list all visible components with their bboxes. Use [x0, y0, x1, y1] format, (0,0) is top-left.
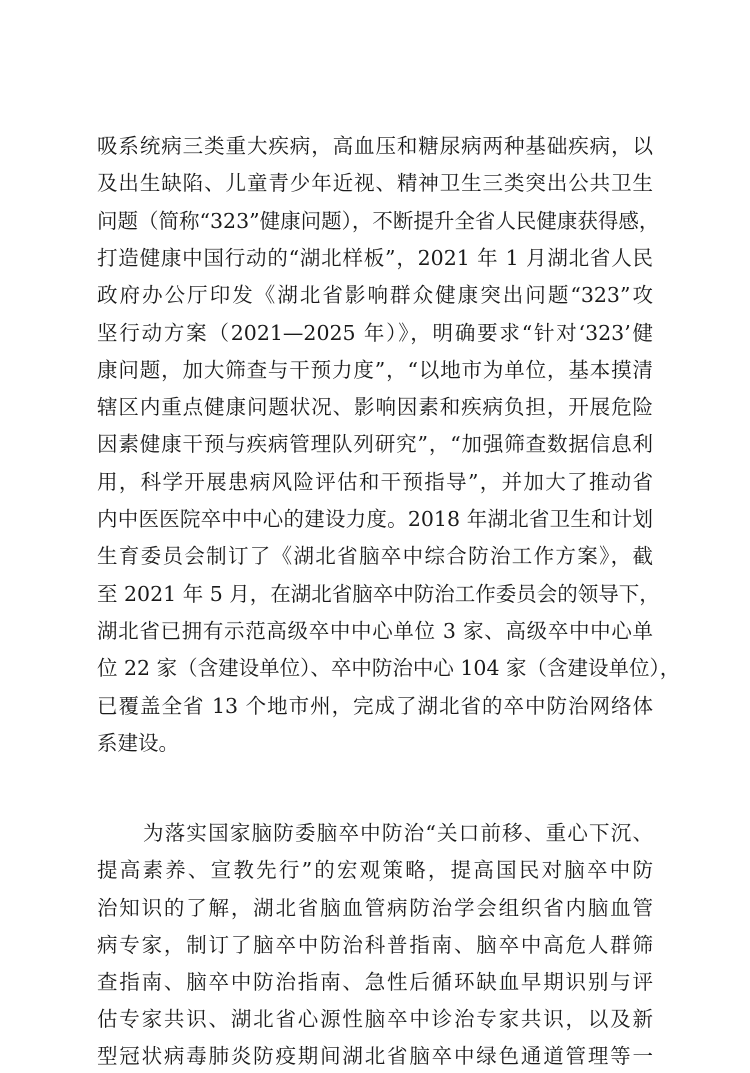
text-line: 至 2021 年 5 月，在湖北省脑卒中防治工作委员会的领导下，: [97, 581, 660, 606]
text-line: 位 22 家（含建设单位）、卒中防治中心 104 家（含建设单位），: [97, 656, 681, 681]
text-line: 估专家共识、湖北省心源性脑卒中诊治专家共识，以及新: [97, 1007, 653, 1031]
text-line: 问题（简称“323”健康问题），不断提升全省人民健康获得感，: [97, 208, 660, 233]
text-line: 湖北省已拥有示范高级卒中中心单位 3 家、高级卒中中心单: [97, 618, 653, 643]
text-line: 及出生缺陷、儿童青少年近视、精神卫生三类突出公共卫生: [97, 171, 653, 196]
text-line: 治知识的了解，湖北省脑血管病防治学会组织省内脑血管: [97, 896, 653, 920]
text-line: 已覆盖全省 13 个地市州，完成了湖北省的卒中防治网络体: [97, 693, 653, 718]
text-line: 因素健康干预与疾病管理队列研究”，“加强筛查数据信息利: [97, 432, 653, 457]
text-line: 辖区内重点健康问题状况、影响因素和疾病负担，开展危险: [97, 395, 653, 420]
text-line: 康问题，加大筛查与干预力度”，“以地市为单位，基本摸清: [97, 357, 653, 382]
text-line: 病专家，制订了脑卒中防治科普指南、脑卒中高危人群筛: [97, 933, 653, 957]
text-line: 生育委员会制订了《湖北省脑卒中综合防治工作方案》，截: [97, 544, 653, 569]
text-line: 系建设。: [97, 730, 179, 755]
text-line: 坚行动方案（2021—2025 年）》，明确要求“针对‘323’健: [97, 320, 653, 345]
text-line: 打造健康中国行动的“湖北样板”，2021 年 1 月湖北省人民: [97, 245, 653, 270]
text-line: 用，科学开展患病风险评估和干预指导”，并加大了推动省: [97, 469, 653, 494]
text-line: 政府办公厅印发《湖北省影响群众健康突出问题“323”攻: [97, 283, 653, 308]
text-line: 内中医医院卒中中心的建设力度。2018 年湖北省卫生和计划: [97, 507, 653, 531]
text-line: 吸系统病三类重大疾病，高血压和糖尿病两种基础疾病，以: [97, 134, 653, 158]
text-line: 提高素养、宣教先行”的宏观策略，提高国民对脑卒中防: [97, 858, 653, 882]
text-line: 查指南、脑卒中防治指南、急性后循环缺血早期识别与评: [97, 970, 653, 994]
text-line: 为落实国家脑防委脑卒中防治“关口前移、重心下沉、: [143, 821, 653, 845]
text-line: 型冠状病毒肺炎防疫期间湖北省脑卒中绿色通道管理等一: [97, 1044, 653, 1068]
